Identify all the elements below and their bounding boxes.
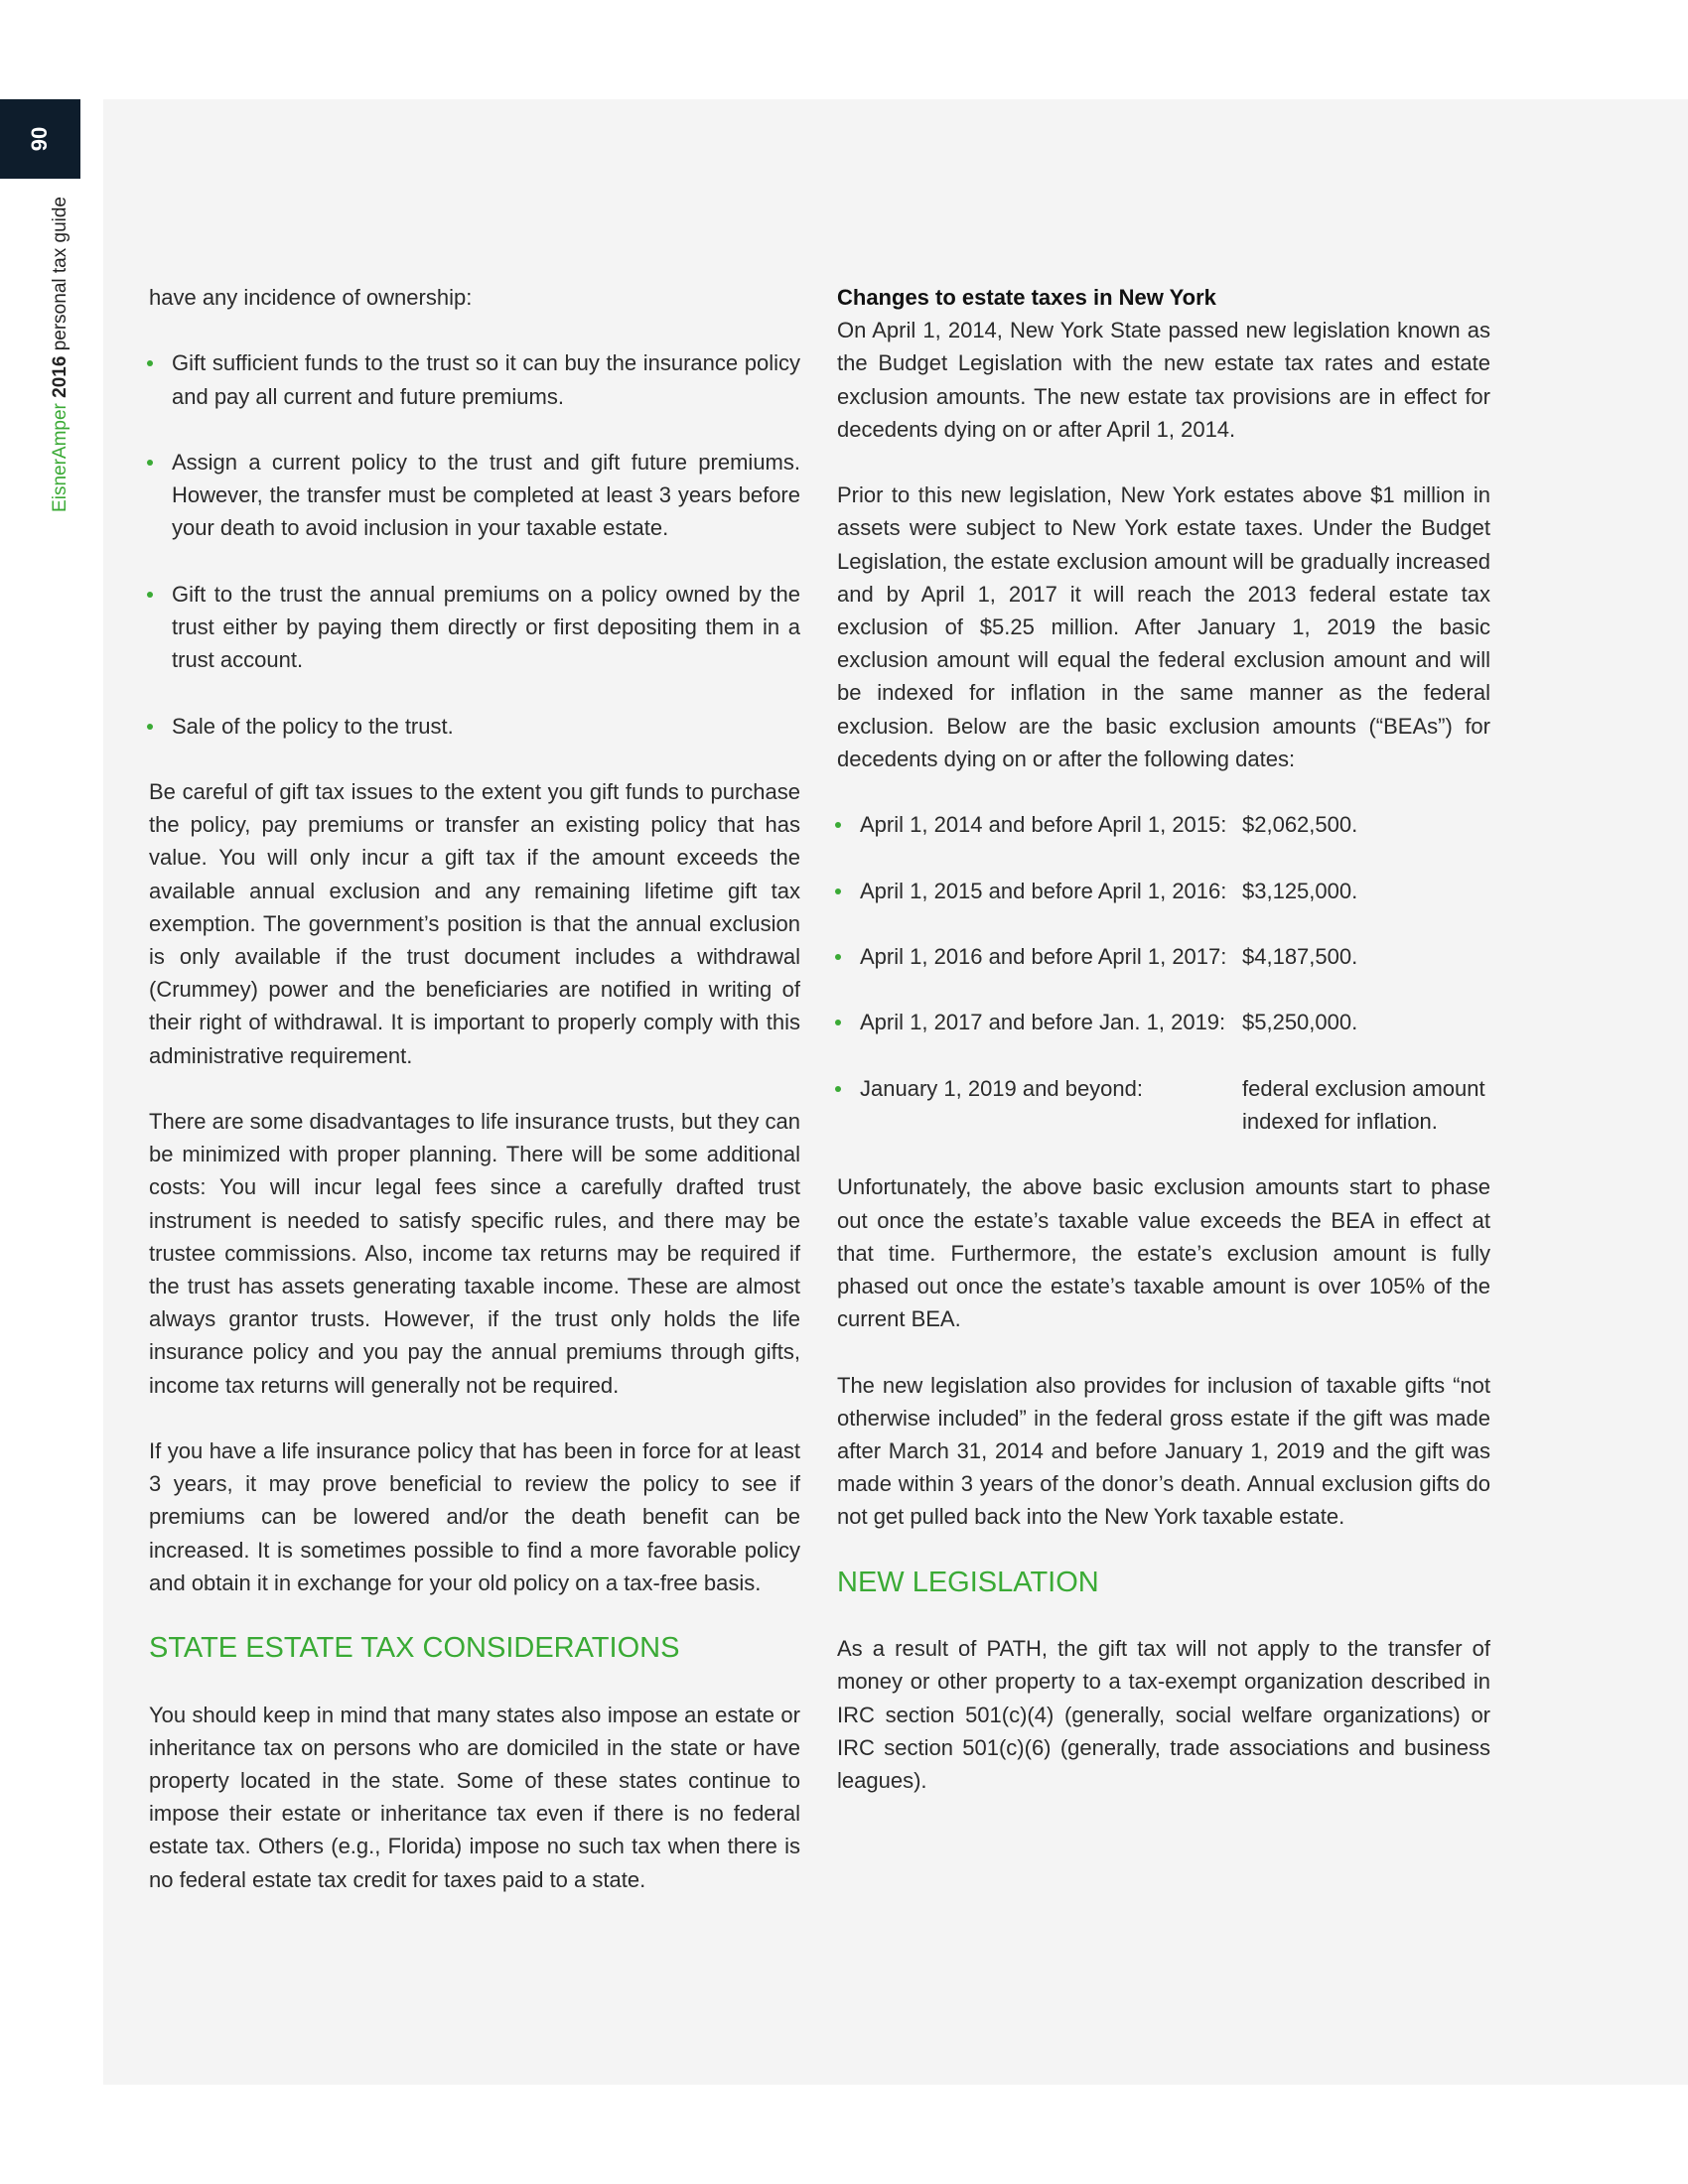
bea-row — [837, 808, 1490, 841]
bea-period: April 1, 2016 and before April 1, 2017: — [860, 944, 1227, 969]
list-item: Assign a current policy to the trust and gift future premiums. However, the transfer must be completed at least 3 years before your death to avoid inclusion in your taxable estate. — [149, 446, 800, 545]
bea-row — [837, 1006, 1490, 1038]
disadvantages-paragraph: There are some disadvantages to life insurance trusts, but they can be minimized with proper planning. There will be some additional costs: You will incur legal fees since a carefully drafted trust instrument is needed to satisfy specific rules, and there may be trustee commissions. Also, income tax returns may be required if the trust has assets generating taxable income. These are almost always grantor trusts. However, if the trust only holds the life insurance policy and you pay the annual premiums through gifts, income tax returns will generally not be required. — [149, 1108, 800, 1398]
right-column — [837, 281, 1490, 1830]
bullet-icon — [147, 592, 153, 598]
bullet-icon — [835, 1086, 841, 1092]
bea-row — [837, 940, 1490, 973]
bea-period: January 1, 2019 and beyond: — [860, 1075, 1144, 1101]
list-item: Gift to the trust the annual premiums on a policy owned by the trust either by paying them directly or first depositing them in a trust account. — [149, 578, 800, 677]
bullet-icon — [835, 1020, 841, 1025]
ny-exclusion-paragraph: Prior to this new legislation, New York estates above $1 million in assets were subject to New York estate taxes. Under the Budget Legislation, the estate exclusion amount will be gradually increased and by April 1, 2017 it will reach the 2013 federal estate tax exclusion of $5.25 million. After January 1, 2019 the basic exclusion amount will equal the federal exclusion amount and will be indexed for inflation in the same manner as the federal exclusion. Below are the basic exclusion amounts (“BEAs”) for decedents dying on or after the following dates: — [837, 482, 1490, 771]
bullet-icon — [835, 888, 841, 894]
taxable-gifts-paragraph: The new legislation also provides for inclusion of taxable gifts “not otherwise included” in the federal gross estate if the gift was made after March 31, 2014 and before January 1, 2019 and the gift was made within 3 years of the donor’s death. Annual exclusion gifts do not get pulled back into the New York taxable estate. — [837, 1372, 1490, 1530]
bea-row — [837, 1072, 1490, 1138]
section-title-state-estate-tax: STATE ESTATE TAX CONSIDERATIONS — [149, 1632, 680, 1665]
ny-legislation-paragraph: On April 1, 2014, New York State passed new legislation known as the Budget Legislation with the new estate tax rates and estate exclusion amounts. The new estate tax provisions are in effect for decedents dying on or after April 1, 2014. — [837, 318, 1490, 442]
brand-name: EisnerAmper — [50, 403, 70, 512]
bea-amount: $5,250,000. — [1242, 1010, 1358, 1035]
intro-text: have any incidence of ownership: — [149, 285, 473, 310]
bea-amount: $3,125,000. — [1242, 878, 1358, 903]
bullet-icon — [835, 954, 841, 960]
page-number: 90 — [27, 126, 53, 152]
guide-year: 2016 — [50, 355, 70, 398]
state-tax-paragraph: You should keep in mind that many states also impose an estate or inheritance tax on persons who are domiciled in the state or have property located in the state. Some of these states continue to impose their estate or inheritance tax even if there is no federal estate tax. Others (e.g., Florida) impose no such tax when there is no federal estate tax credit for taxes paid to a state. — [149, 1702, 800, 1892]
subhead-new-york: Changes to estate taxes in New York — [837, 285, 1216, 310]
bea-amount: federal exclusion amount indexed for inflation. — [1242, 1075, 1485, 1134]
gift-tax-paragraph: Be careful of gift tax issues to the extent you gift funds to purchase the policy, pay premiums or transfer an existing policy that has value. You will only incur a gift tax if the amount exceeds the available annual exclusion and any remaining lifetime gift tax exemption. The government’s position is that the annual exclusion is only available if the trust document includes a withdrawal (Crummey) power and the beneficiaries are notified in writing of their right of withdrawal. It is important to properly comply with this administrative requirement. — [149, 778, 800, 1068]
bea-schedule-list — [837, 808, 1490, 1138]
bullet-icon — [147, 460, 153, 466]
phase-out-paragraph: Unfortunately, the above basic exclusion amounts start to phase out once the estate’s taxable value exceeds the BEA in effect at that time. Furthermore, the estate’s exclusion amount is fully phased out once the estate’s taxable amount is over 105% of the current BEA. — [837, 1174, 1490, 1332]
bea-period: April 1, 2017 and before Jan. 1, 2019: — [860, 1010, 1226, 1035]
bea-amount: $4,187,500. — [1242, 944, 1358, 969]
bea-row — [837, 875, 1490, 907]
policy-review-paragraph: If you have a life insurance policy that has been in force for at least 3 years, it may prove beneficial to review the policy to see if premiums can be lowered and/or the death benefit can be increased. It is sometimes possible to find a more favorable policy and obtain it in exchange for your old policy on a tax-free basis. — [149, 1438, 800, 1595]
left-column — [149, 281, 800, 1929]
section-title-new-legislation: NEW LEGISLATION — [837, 1566, 1099, 1598]
list-item: Gift sufficient funds to the trust so it can buy the insurance policy and pay all current and future premiums. — [149, 346, 800, 412]
bea-amount: $2,062,500. — [1242, 812, 1358, 838]
path-paragraph: As a result of PATH, the gift tax will not apply to the transfer of money or other property to a tax-exempt organization described in IRC section 501(c)(4) (generally, social welfare organizations) or IRC section 501(c)(6) (generally, trade associations and business leagues). — [837, 1636, 1490, 1793]
bea-period: April 1, 2014 and before April 1, 2015: — [860, 812, 1227, 838]
guide-title: personal tax guide — [50, 197, 70, 351]
bullet-icon — [835, 822, 841, 828]
bullet-icon — [147, 360, 153, 366]
bea-period: April 1, 2015 and before April 1, 2016: — [860, 878, 1227, 903]
trust-funding-list — [149, 346, 800, 742]
list-item: Sale of the policy to the trust. — [149, 710, 800, 743]
page-number-tab — [0, 99, 80, 179]
bullet-icon — [147, 724, 153, 730]
